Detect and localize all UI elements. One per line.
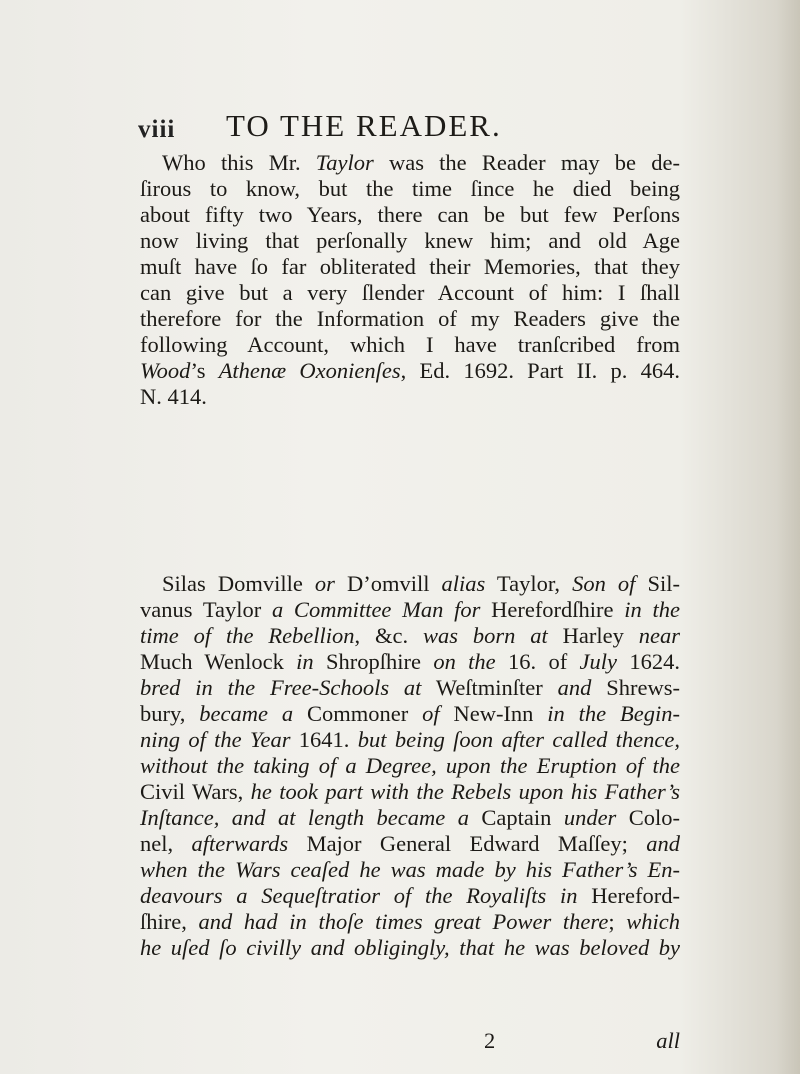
text-line xyxy=(140,779,680,805)
text-segment: nel, xyxy=(140,831,192,856)
text-line xyxy=(140,675,680,701)
text-line xyxy=(140,883,680,909)
text-line xyxy=(140,571,680,597)
text-line xyxy=(140,306,680,332)
text-line xyxy=(140,701,680,727)
text-segment: , &c. xyxy=(354,623,424,648)
text-line xyxy=(140,649,680,675)
running-title: TO THE READER. xyxy=(226,108,502,143)
text-segment: July xyxy=(579,649,618,674)
text-segment: 16. of xyxy=(495,649,580,674)
text-line xyxy=(140,280,680,306)
text-line xyxy=(140,228,680,254)
text-segment: alias xyxy=(441,571,486,596)
text-segment: Silas Domville xyxy=(162,571,315,596)
catchword: all xyxy=(656,1028,680,1053)
text-segment: 1641. xyxy=(290,727,358,752)
text-segment: now living that perſonally knew him; and old Age xyxy=(140,228,680,253)
text-segment: Who this Mr. xyxy=(162,150,316,175)
text-segment: New-Inn xyxy=(439,701,548,726)
text-segment: bred in the Free-Schools at xyxy=(140,675,422,700)
text-segment: which xyxy=(626,909,680,934)
text-segment: Major General Edward Maſſey; xyxy=(288,831,647,856)
text-line xyxy=(140,332,680,358)
text-segment: in xyxy=(296,649,314,674)
text-segment: following Account, which I have tranſcribed from xyxy=(140,332,680,357)
text-segment: Shropſhire xyxy=(313,649,434,674)
text-line xyxy=(140,805,680,831)
text-segment: therefore for the Information of my Readers give the xyxy=(140,306,680,331)
text-segment: Colo- xyxy=(616,805,680,830)
text-line xyxy=(140,623,680,649)
text-segment: ſhire, xyxy=(140,909,199,934)
page-number: viii xyxy=(138,116,176,143)
text-segment: and had in thoſe times great Power there xyxy=(198,909,609,934)
text-segment: ; xyxy=(608,909,627,934)
text-segment: without the taking of a Degree, upon the Eruption of the xyxy=(140,753,680,778)
text-line xyxy=(140,202,680,228)
text-segment: Taylor xyxy=(315,150,374,175)
text-segment: near xyxy=(638,623,680,648)
text-segment: in the Begin- xyxy=(547,701,680,726)
text-segment: Inſtance, and at length became a xyxy=(140,805,469,830)
text-segment: about fifty two Years, there can be but few Perſons xyxy=(140,202,680,227)
text-segment: and xyxy=(557,675,592,700)
text-segment: ning of the Year xyxy=(140,727,291,752)
text-segment: Wood xyxy=(140,358,191,383)
text-segment: Son of xyxy=(572,571,636,596)
text-segment: ſirous to know, but the time ſince he died being xyxy=(140,176,680,201)
text-segment: Much Wenlock xyxy=(140,649,297,674)
text-segment: and xyxy=(646,831,680,856)
text-line xyxy=(140,727,680,753)
text-segment: Weſtminſter xyxy=(421,675,558,700)
text-line xyxy=(140,254,680,280)
text-segment: time of the Rebellion xyxy=(140,623,355,648)
paragraph-1 xyxy=(140,150,680,410)
text-segment: in the xyxy=(624,597,680,622)
text-line xyxy=(140,753,680,779)
text-segment: Captain xyxy=(468,805,564,830)
text-segment: , Ed. 1692. Part II. p. 464. xyxy=(400,358,680,383)
text-segment: can give but a very ſlender Account of him: I ſhall xyxy=(140,280,680,305)
text-segment: a Committee Man for xyxy=(271,597,481,622)
text-line xyxy=(140,909,680,935)
text-segment: Commoner xyxy=(293,701,423,726)
text-segment: Civil Wars, xyxy=(140,779,251,804)
text-line xyxy=(140,935,680,961)
signature-mark: 2 xyxy=(484,1028,496,1053)
text-segment: Sil- xyxy=(635,571,681,596)
text-segment: under xyxy=(563,805,617,830)
text-segment: Athenæ Oxonienſes xyxy=(218,358,401,383)
text-line xyxy=(140,384,680,410)
text-segment: afterwards xyxy=(191,831,289,856)
text-segment: he uſed ſo civilly and obligingly, that he was beloved by xyxy=(140,935,680,960)
text-segment: ’s xyxy=(190,358,219,383)
text-segment: Harley xyxy=(547,623,639,648)
text-segment: Taylor, xyxy=(485,571,573,596)
text-segment: was born at xyxy=(423,623,548,648)
paragraph-2 xyxy=(140,571,680,961)
text-segment: but being ſoon after called thence, xyxy=(357,727,681,752)
text-line xyxy=(140,831,680,857)
text-segment: 1624. xyxy=(617,649,680,674)
text-line xyxy=(140,857,680,883)
text-segment: was the Reader may be de- xyxy=(373,150,680,175)
text-segment: muſt have ſo far obliterated their Memories, that they xyxy=(140,254,680,279)
text-segment: deavours a Sequeſtratior of the Royaliſts in xyxy=(140,883,578,908)
text-segment: D’omvill xyxy=(334,571,442,596)
text-segment: on the xyxy=(433,649,496,674)
text-line xyxy=(140,358,680,384)
text-line xyxy=(140,176,680,202)
text-segment: Hereford- xyxy=(577,883,680,908)
text-segment: Herefordſhire xyxy=(480,597,625,622)
text-segment: or xyxy=(314,571,335,596)
text-segment: N. 414. xyxy=(140,384,207,409)
text-segment: Shrews- xyxy=(591,675,680,700)
text-segment: vanus Taylor xyxy=(140,597,272,622)
text-line xyxy=(140,150,680,176)
text-line xyxy=(140,597,680,623)
text-segment: became a xyxy=(199,701,294,726)
text-segment: of xyxy=(422,701,440,726)
text-segment: when the Wars ceaſed he was made by his Father’s En- xyxy=(140,857,680,882)
text-segment: he took part with the Rebels upon his Father’s xyxy=(250,779,680,804)
text-segment: bury, xyxy=(140,701,200,726)
